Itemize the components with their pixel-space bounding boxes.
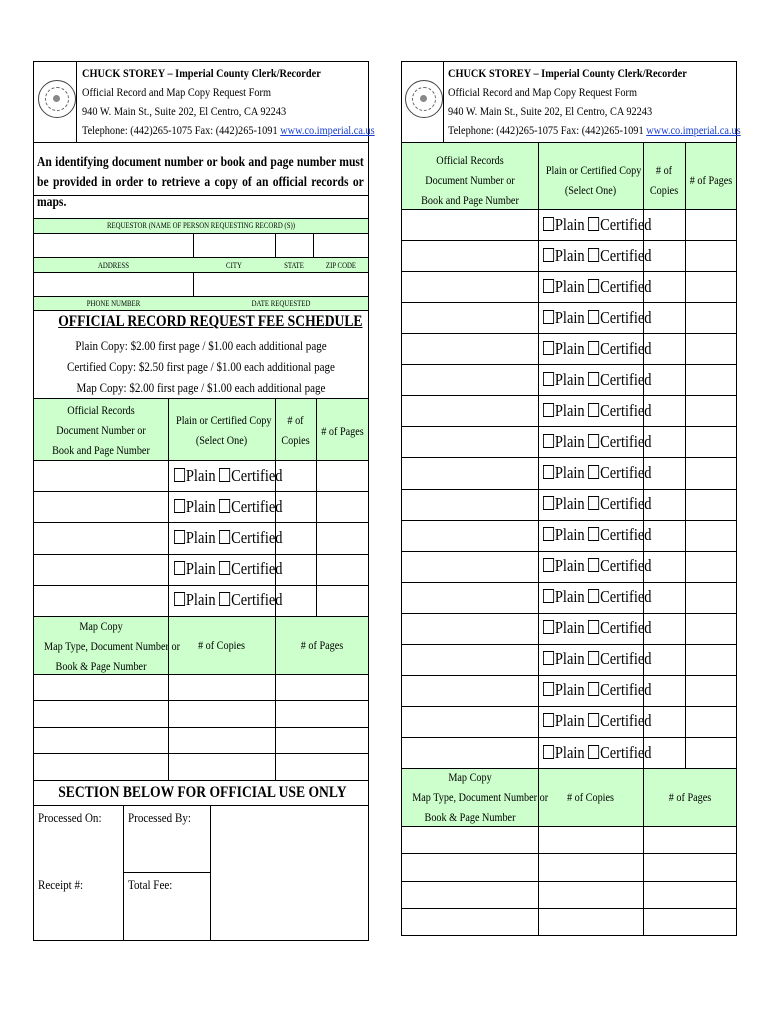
plain-option-label: Plain [554,525,585,545]
map-col-pages: # of Pages [668,790,712,804]
plain-checkbox[interactable] [543,713,554,727]
records-col-type: Plain or Certified Copy [176,413,272,427]
plain-option-label: Plain [554,214,585,234]
copy-type-options [543,711,651,731]
clerk-name: CHUCK STOREY – Imperial County Clerk/Recorder [82,66,321,80]
map-col-document: Map Copy [448,770,492,784]
map-row[interactable] [34,675,368,700]
plain-checkbox[interactable] [543,682,554,696]
map-row[interactable] [402,827,736,853]
copy-type-options [174,466,282,486]
plain-checkbox[interactable] [543,341,554,355]
certified-checkbox[interactable] [588,651,599,665]
website-link[interactable]: www.co.imperial.ca.us [646,123,741,137]
certified-checkbox[interactable] [588,682,599,696]
copy-type-options [174,528,282,548]
plain-option-label: Plain [185,465,216,485]
certified-option-label: Certified [231,590,283,610]
address-label: ADDRESS [98,261,129,270]
plain-option-label: Plain [554,463,585,482]
address-field[interactable] [34,273,368,296]
certified-checkbox[interactable] [588,434,599,448]
website-link[interactable]: www.co.imperial.ca.us [280,123,375,137]
plain-checkbox[interactable] [543,496,554,510]
plain-checkbox[interactable] [174,468,185,482]
plain-option-label: Plain [554,494,585,514]
fee-schedule-title: OFFICIAL RECORD REQUEST FEE SCHEDULE [58,313,363,330]
copy-type-options [543,743,651,763]
copy-type-options [543,494,651,514]
plain-option-label: Plain [554,742,585,762]
certified-option-label: Certified [231,528,283,547]
certified-checkbox[interactable] [588,558,599,572]
copy-type-options [543,525,651,545]
certified-option-label: Certified [600,711,652,731]
certified-checkbox[interactable] [588,341,599,355]
plain-option-label: Plain [554,400,585,420]
map-row[interactable] [402,854,736,881]
records-col-copies: # of [287,413,304,427]
office-address: 940 W. Main St., Suite 202, El Centro, CA 92243 [448,104,653,118]
certified-fee: Certified Copy: $2.50 first page / $1.00 each additional page [67,359,335,374]
certified-option-label: Certified [600,307,652,327]
certified-option-label: Certified [600,494,652,514]
plain-option-label: Plain [554,431,585,451]
certified-option-label: Certified [600,369,652,389]
plain-checkbox[interactable] [543,310,554,324]
copy-type-options [543,370,651,390]
processed-on-label: Processed On: [38,810,102,825]
plain-option-label: Plain [554,587,585,607]
plain-option-label: Plain [554,276,585,296]
map-row[interactable] [34,728,368,753]
copy-type-options [543,215,651,235]
certified-option-label: Certified [600,463,652,482]
state-label: STATE [284,261,304,270]
clerk-name: CHUCK STOREY – Imperial County Clerk/Recorder [448,66,687,80]
certified-checkbox[interactable] [588,217,599,231]
copy-type-options [543,308,651,328]
plain-option-label: Plain [554,369,585,389]
plain-checkbox[interactable] [543,217,554,231]
certified-checkbox[interactable] [588,372,599,386]
records-col-pages: # of Pages [321,424,364,438]
certified-option-label: Certified [231,559,283,579]
copy-type-options [543,277,651,297]
plain-option-label: Plain [554,680,585,700]
map-row[interactable] [34,754,368,780]
plain-option-label: Plain [554,711,585,731]
certified-checkbox[interactable] [219,592,230,606]
copy-type-options [543,401,651,421]
records-col-document: Official Records [436,153,504,167]
certified-option-label: Certified [600,649,652,669]
map-row[interactable] [402,909,736,935]
plain-checkbox[interactable] [543,558,554,572]
copy-type-options [543,339,651,359]
copy-type-options [174,559,282,579]
plain-checkbox[interactable] [543,589,554,603]
map-row[interactable] [34,701,368,727]
certified-checkbox[interactable] [219,499,230,513]
records-col-copies: # of [655,163,673,177]
plain-option-label: Plain [554,618,585,638]
certified-checkbox[interactable] [588,745,599,759]
certified-option-label: Certified [231,465,283,485]
map-col-copies: # of Copies [566,790,615,804]
map-col-pages: # of Pages [300,638,344,652]
plain-checkbox[interactable] [543,620,554,634]
notice-text: An identifying document number or book and page number must be provided in order to retrieve a copy of an official records or maps. [37,154,364,209]
plain-option-label: Plain [185,528,216,547]
form-title: Official Record and Map Copy Request Form [448,85,637,99]
certified-option-label: Certified [600,214,652,234]
requestor-name-field[interactable] [34,234,368,257]
certified-checkbox[interactable] [588,620,599,634]
copy-type-options [543,246,651,266]
certified-option-label: Certified [600,431,652,451]
plain-option-label: Plain [185,559,216,579]
plain-fee: Plain Copy: $2.00 first page / $1.00 each additional page [75,338,327,353]
certified-option-label: Certified [600,525,652,545]
certified-checkbox[interactable] [588,465,599,479]
certified-checkbox[interactable] [219,530,230,544]
processed-by-label: Processed By: [128,810,191,825]
form-title: Official Record and Map Copy Request Form [82,85,271,99]
copy-type-options [543,680,651,700]
plain-option-label: Plain [185,590,216,610]
copy-type-options [543,649,651,669]
office-address: 940 W. Main St., Suite 202, El Centro, CA 92243 [82,104,287,118]
certified-option-label: Certified [600,245,652,265]
plain-option-label: Plain [554,649,585,669]
records-col-pages: # of Pages [689,173,733,187]
plain-checkbox[interactable] [543,372,554,386]
plain-checkbox[interactable] [174,592,185,606]
certified-option-label: Certified [231,496,283,516]
certified-checkbox[interactable] [588,403,599,417]
certified-option-label: Certified [600,618,652,638]
certified-checkbox[interactable] [588,527,599,541]
records-col-document: Official Records [67,403,135,417]
plain-checkbox[interactable] [543,651,554,665]
copy-type-options [174,497,282,517]
certified-checkbox[interactable] [588,310,599,324]
plain-checkbox[interactable] [174,561,185,575]
certified-option-label: Certified [600,680,652,700]
plain-checkbox[interactable] [543,403,554,417]
city-label: CITY [226,261,242,270]
certified-option-label: Certified [600,587,652,607]
plain-checkbox[interactable] [174,499,185,513]
certified-option-label: Certified [600,742,652,762]
map-col-copies: # of Copies [197,638,246,652]
certified-checkbox[interactable] [588,248,599,262]
requestor-label: REQUESTOR (NAME OF PERSON REQUESTING RECORD (S)) [106,221,296,230]
total-fee-label: Total Fee: [128,877,173,892]
certified-option-label: Certified [600,276,652,296]
receipt-label: Receipt #: [38,877,84,892]
phone-fax: Telephone: (442)265-1075 Fax: (442)265-1091 [448,123,644,137]
plain-checkbox[interactable] [543,248,554,262]
plain-checkbox[interactable] [543,279,554,293]
copy-type-options [543,618,651,638]
plain-option-label: Plain [185,496,216,516]
certified-checkbox[interactable] [588,713,599,727]
date-label: DATE REQUESTED [251,299,311,308]
map-fee: Map Copy: $2.00 first page / $1.00 each additional page [76,380,326,395]
plain-checkbox[interactable] [543,527,554,541]
plain-checkbox[interactable] [543,465,554,479]
copy-type-options [543,432,651,452]
official-use-title: SECTION BELOW FOR OFFICIAL USE ONLY [58,784,347,801]
copy-type-options [543,463,651,483]
plain-option-label: Plain [554,307,585,327]
plain-checkbox[interactable] [174,530,185,544]
copy-type-options [543,556,651,576]
plain-checkbox[interactable] [543,745,554,759]
map-row[interactable] [402,882,736,908]
certified-checkbox[interactable] [219,468,230,482]
certified-option-label: Certified [600,556,652,576]
county-seal-icon [38,80,76,118]
zip-label: ZIP CODE [325,261,357,270]
county-seal-icon [405,80,443,118]
plain-checkbox[interactable] [543,434,554,448]
plain-option-label: Plain [554,556,585,576]
plain-option-label: Plain [554,338,585,358]
copy-type-options [543,587,651,607]
copy-type-options [174,590,282,610]
certified-checkbox[interactable] [219,561,230,575]
certified-option-label: Certified [600,400,652,420]
phone-label: PHONE NUMBER [86,299,141,308]
records-col-type: Plain or Certified Copy [545,163,642,177]
plain-option-label: Plain [554,245,585,265]
map-col-document: Map Copy [79,619,123,633]
certified-checkbox[interactable] [588,496,599,510]
certified-checkbox[interactable] [588,589,599,603]
certified-option-label: Certified [600,338,652,358]
certified-checkbox[interactable] [588,279,599,293]
phone-fax: Telephone: (442)265-1075 Fax: (442)265-1091 [82,123,278,137]
